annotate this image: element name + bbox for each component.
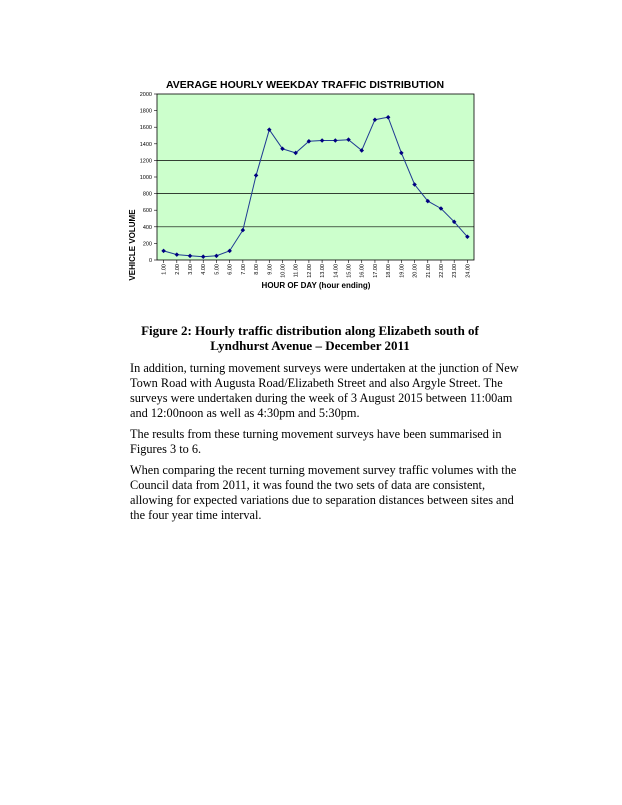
x-tick-label: 6.00 (227, 264, 234, 275)
plot-area (157, 94, 474, 260)
y-tick-label: 1800 (139, 108, 152, 115)
x-tick-label: 3.00 (188, 264, 195, 275)
y-tick-label: 1000 (139, 175, 152, 181)
x-tick-label: 13.00 (320, 264, 327, 278)
x-tick-label: 20.00 (412, 264, 419, 278)
y-tick-label: 400 (142, 224, 152, 231)
x-tick-label: 1.00 (161, 264, 168, 275)
paragraph-2: The results from these turning movement surveys have been summarised in Figures 3 to 6. (130, 427, 502, 456)
y-tick-label: 0 (148, 258, 152, 264)
x-tick-label: 11.00 (293, 264, 300, 278)
y-tick-label: 1200 (139, 158, 152, 165)
y-tick-label: 600 (142, 208, 152, 215)
y-tick-label: 1400 (139, 141, 152, 148)
y-tick-label: 2000 (139, 92, 152, 98)
y-tick-label: 200 (142, 241, 152, 248)
x-tick-label: 14.00 (333, 264, 340, 278)
x-tick-label: 16.00 (359, 264, 366, 278)
paragraph-1: In addition, turning movement surveys were undertaken at the junction of New Town Road with Augusta Road/Elizabeth Street and also Argyle Street. The surveys were undertaken during the week of 3 August 2015 between 11:00am and 12:00noon as well as 4:30pm and 5:30pm. (130, 361, 519, 420)
x-tick-label: 17.00 (372, 264, 379, 278)
x-tick-label: 2.00 (174, 264, 181, 275)
y-tick-label: 800 (142, 191, 152, 198)
x-tick-label: 4.00 (201, 264, 208, 275)
x-tick-label: 22.00 (438, 264, 445, 278)
caption-line-2: Lyndhurst Avenue – December 2011 (210, 338, 410, 353)
x-tick-label: 9.00 (267, 264, 274, 275)
x-tick-label: 18.00 (386, 264, 393, 278)
x-tick-label: 24.00 (465, 264, 472, 278)
x-axis-label: HOUR OF DAY (hour ending) (261, 281, 371, 290)
traffic-chart-svg (120, 70, 490, 302)
x-tick-label: 21.00 (425, 264, 432, 278)
y-tick-label: 1600 (139, 125, 152, 132)
chart-title: AVERAGE HOURLY WEEKDAY TRAFFIC DISTRIBUTION (165, 79, 445, 91)
caption-line-1: Figure 2: Hourly traffic distribution along Elizabeth south of (141, 323, 479, 338)
x-tick-label: 5.00 (214, 264, 221, 275)
x-tick-label: 10.00 (280, 264, 287, 278)
x-tick-label: 19.00 (399, 264, 406, 278)
x-tick-label: 7.00 (240, 264, 247, 275)
x-tick-label: 8.00 (254, 264, 261, 275)
x-tick-label: 23.00 (452, 264, 459, 278)
x-tick-label: 15.00 (346, 264, 353, 278)
paragraph-3: When comparing the recent turning movement survey traffic volumes with the Council data from 2011, it was found the two sets of data are consistent, allowing for expected variations due to separation distances between sites and the four year time interval. (130, 463, 517, 522)
y-axis-label: VEHICLE VOLUME (128, 209, 137, 281)
traffic-chart (120, 70, 490, 302)
x-tick-label: 12.00 (306, 264, 313, 278)
figure-caption (130, 323, 490, 353)
